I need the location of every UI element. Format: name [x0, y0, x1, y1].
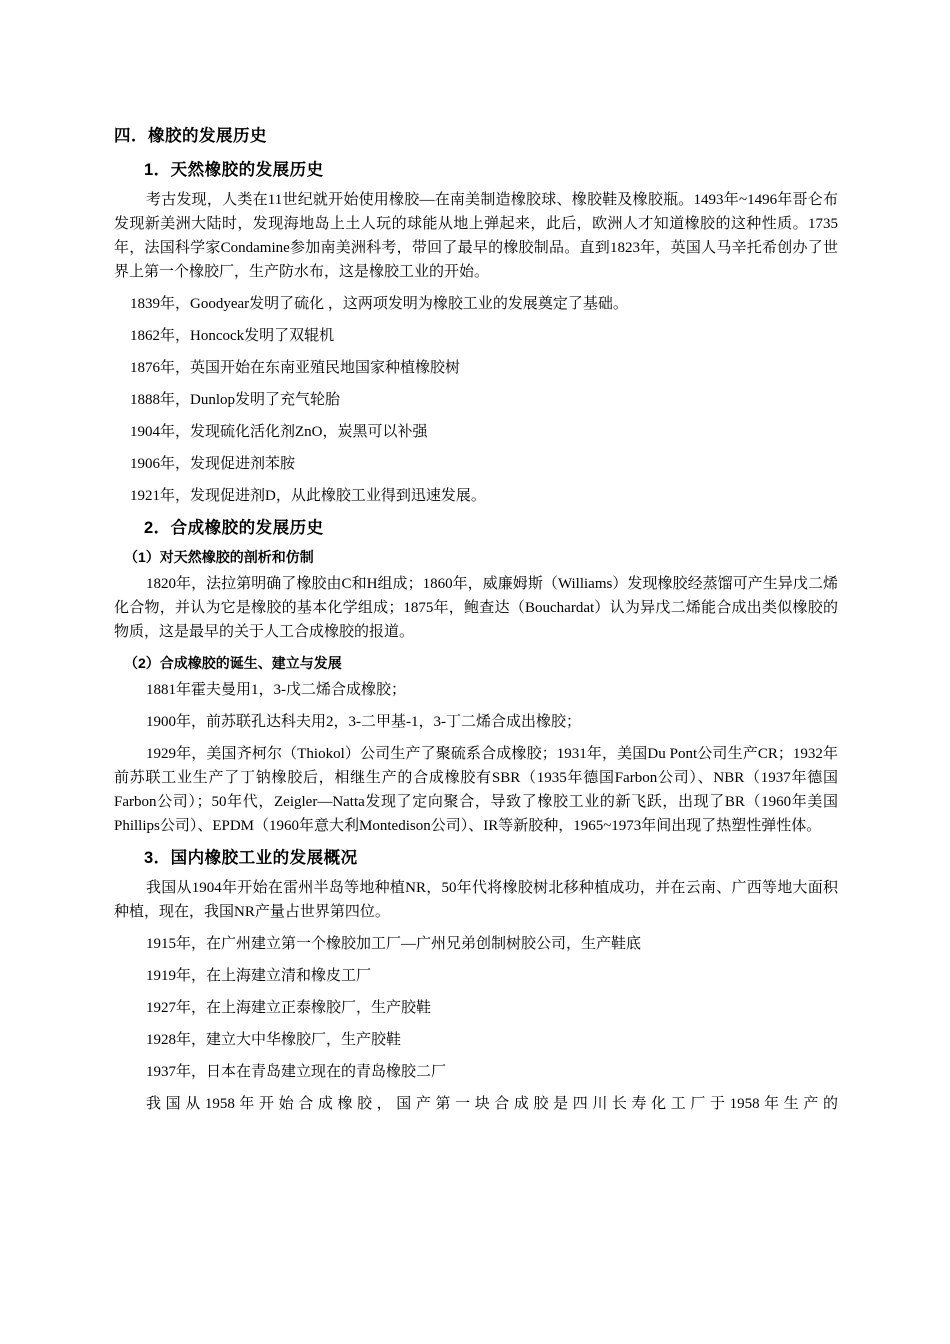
natural-rubber-intro: 考古发现，人类在11世纪就开始使用橡胶—在南美制造橡胶球、橡胶鞋及橡胶瓶。1493年~1496年哥仑布发现新美洲大陆时，发现海地岛上土人玩的球能从地上弹起来，此后，欧洲人才知道橡胶的这种性质。1735年，法国科学家Condamine参加南美洲科考，带回了最早的橡胶制品。直到1823年，英国人马辛托希创办了世界上第一个橡胶厂，生产防水布，这是橡胶工业的开始。	[114, 192, 838, 280]
analysis-paragraph: 1820年，法拉第明确了橡胶由C和H组成；1860年，威廉姆斯（Williams）发现橡胶经蒸馏可产生异戊二烯化合物，并认为它是橡胶的基本化学组成；1875年，鲍查达（Bouchardat）认为异戊二烯能合成出类似橡胶的物质，这是最早的关于人工合成橡胶的报道。	[114, 576, 838, 640]
domestic-intro: 我国从1904年开始在雷州半岛等地种植NR，50年代将橡胶树北移种植成功，并在云南、广西等地大面积种植，现在，我国NR产量占世界第四位。	[114, 880, 838, 920]
event-1919: 1919年，在上海建立清和橡皮工厂	[146, 968, 372, 984]
event-1876: 1876年，英国开始在东南亚殖民地国家种植橡胶树	[130, 360, 461, 376]
event-1904: 1904年，发现硫化活化剂ZnO，炭黑可以补强	[130, 424, 428, 440]
event-1839: 1839年，Goodyear发明了硫化 ，这两项发明为橡胶工业的发展奠定了基础。	[130, 296, 628, 312]
event-1915: 1915年，在广州建立第一个橡胶加工厂—广州兄弟创制树胶公司，生产鞋底	[146, 936, 642, 952]
sub-heading-birth: （2）合成橡胶的诞生、建立与发展	[124, 655, 342, 671]
event-1921: 1921年，发现促进剂D，从此橡胶工业得到迅速发展。	[130, 488, 486, 504]
subsection-title-synthetic-rubber: 2．合成橡胶的发展历史	[144, 519, 324, 537]
sub-heading-analysis: （1）对天然橡胶的剖析和仿制	[124, 549, 314, 565]
event-1881: 1881年霍夫曼用1，3-戊二烯合成橡胶；	[146, 682, 406, 698]
event-1862: 1862年，Honcock发明了双辊机	[130, 328, 335, 344]
event-1927: 1927年，在上海建立正泰橡胶厂，生产胶鞋	[146, 1000, 432, 1016]
section-title: 四．橡胶的发展历史	[114, 127, 267, 145]
document-body	[114, 124, 838, 1124]
event-1937: 1937年，日本在青岛建立现在的青岛橡胶二厂	[146, 1064, 447, 1080]
subsection-title-domestic: 3．国内橡胶工业的发展概况	[144, 849, 358, 867]
subsection-title-natural-rubber: 1．天然橡胶的发展历史	[144, 161, 324, 179]
synthetic-1958-line: 我国从1958年开始合成橡胶，国产第一块合成胶是四川长寿化工厂于1958年生产的	[146, 1096, 838, 1112]
event-1900: 1900年，前苏联孔达科夫用2，3-二甲基-1，3-丁二烯合成出橡胶；	[146, 714, 581, 730]
event-1906: 1906年，发现促进剂苯胺	[130, 456, 296, 472]
synthetic-development-paragraph: 1929年，美国齐柯尔（Thiokol）公司生产了聚硫系合成橡胶；1931年，美国Du Pont公司生产CR；1932年前苏联工业生产了丁钠橡胶后，相继生产的合成橡胶有SBR（1935年德国Farbon公司）、NBR（1937年德国Farbon公司）；50年代，Zeigler—Natta发现了定向聚合，导致了橡胶工业的新飞跃，出现了BR（1960年美国Phillips公司）、EPDM（1960年意大利Montedison公司）、IR等新胶种，1965~1973年间出现了热塑性弹性体。	[114, 746, 838, 834]
event-1928: 1928年，建立大中华橡胶厂，生产胶鞋	[146, 1032, 402, 1048]
event-1888: 1888年，Dunlop发明了充气轮胎	[130, 392, 341, 408]
